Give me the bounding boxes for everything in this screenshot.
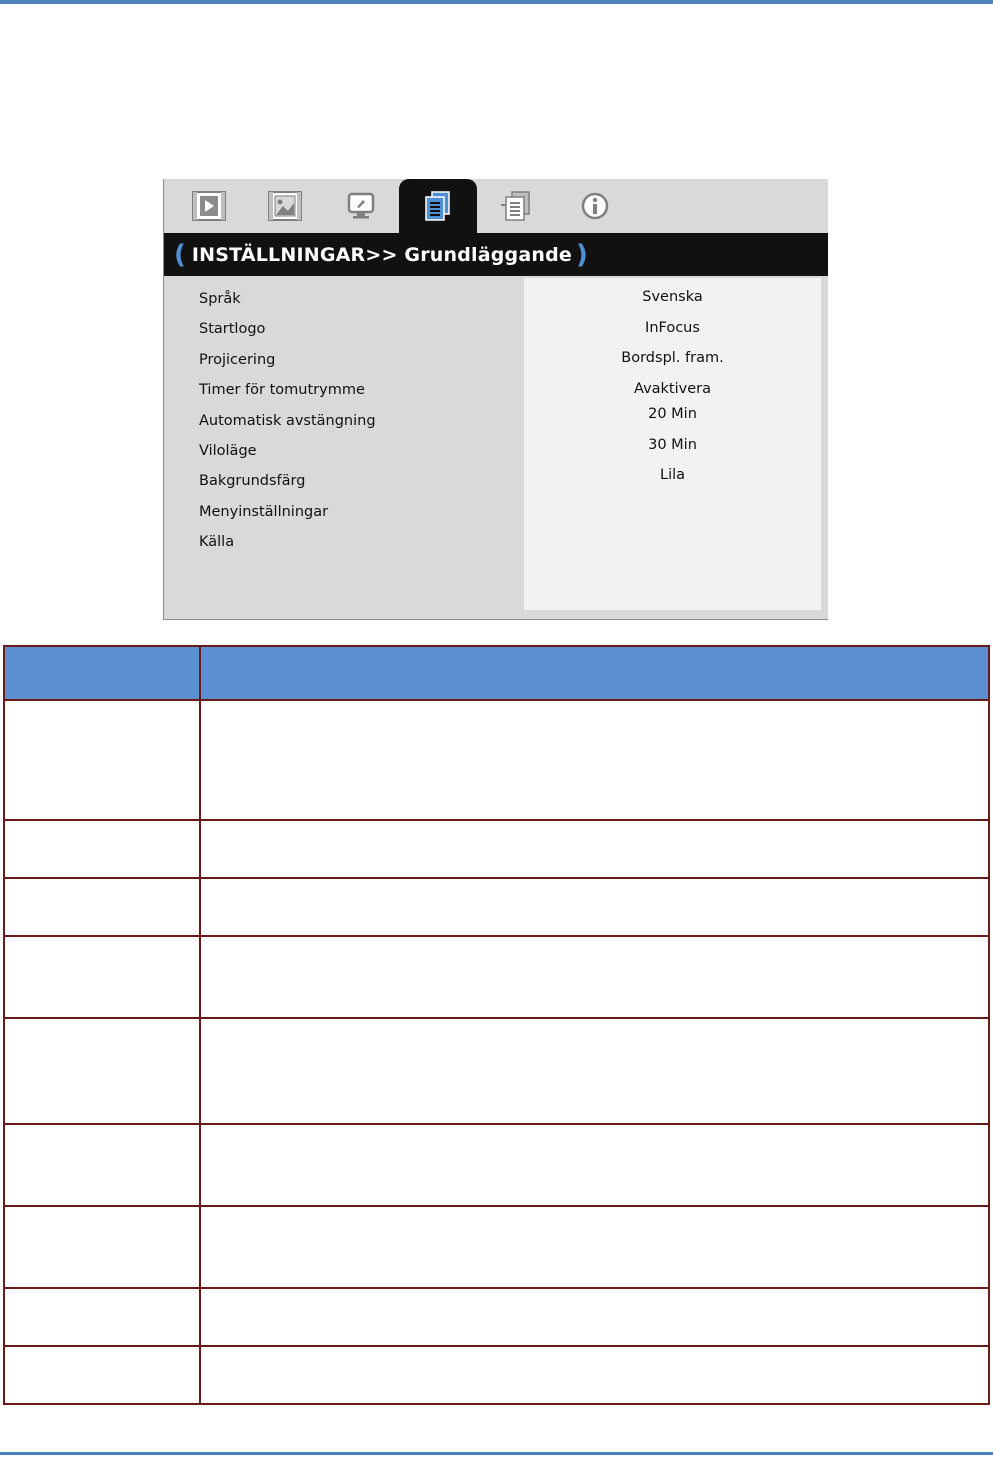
table-cell <box>200 700 989 820</box>
table-header-cell <box>200 646 989 700</box>
table-cell <box>200 1018 989 1124</box>
menu-item-kalla[interactable]: Källa <box>199 534 235 551</box>
table-row <box>4 1206 989 1288</box>
menu-item-projicering[interactable]: Projicering <box>199 351 276 368</box>
menu-item-startlogo[interactable]: Startlogo <box>199 321 266 338</box>
menu-item-vilolage[interactable]: Viloläge <box>199 442 257 459</box>
menu-item-list <box>199 284 519 558</box>
table-cell <box>4 1206 200 1288</box>
table-row <box>4 1124 989 1206</box>
table-cell <box>4 878 200 936</box>
table-cell <box>200 1346 989 1404</box>
value-vilolage[interactable]: 30 Min <box>648 437 697 453</box>
value-timer[interactable]: Avaktivera <box>634 381 711 397</box>
osd-tab-bar <box>164 179 828 233</box>
table-cell <box>4 1018 200 1124</box>
osd-menu <box>163 179 828 620</box>
info-icon <box>580 191 610 221</box>
table-row <box>4 936 989 1018</box>
display-icon <box>345 191 377 221</box>
table-row <box>4 1346 989 1404</box>
image-icon <box>268 191 302 221</box>
value-startlogo[interactable]: InFocus <box>645 320 700 336</box>
table-cell <box>4 936 200 1018</box>
tab-image[interactable] <box>246 179 324 233</box>
top-accent-rule <box>0 0 993 4</box>
table-row <box>4 1018 989 1124</box>
tab-video[interactable] <box>170 179 248 233</box>
settings-advanced-icon <box>500 190 534 222</box>
title-paren-right: ) <box>576 239 588 270</box>
menu-item-bakgrundsfarg[interactable]: Bakgrundsfärg <box>199 473 306 490</box>
table-cell <box>4 1288 200 1346</box>
description-table <box>3 645 990 1405</box>
table-cell <box>4 1124 200 1206</box>
bottom-accent-rule <box>0 1452 993 1455</box>
osd-title-bar <box>164 233 828 276</box>
tab-settings-basic[interactable] <box>399 179 477 233</box>
menu-item-menyinstallningar[interactable]: Menyinställningar <box>199 503 329 520</box>
table-cell <box>4 1346 200 1404</box>
table-header-row <box>4 646 989 700</box>
table-cell <box>200 936 989 1018</box>
table-cell <box>4 820 200 878</box>
menu-value-panel <box>524 278 821 610</box>
table-cell <box>4 700 200 820</box>
value-projicering[interactable]: Bordspl. fram. <box>621 350 724 366</box>
table-row <box>4 820 989 878</box>
table-cell <box>200 1124 989 1206</box>
menu-item-sprak[interactable]: Språk <box>199 291 241 307</box>
table-cell <box>200 1288 989 1346</box>
table-row <box>4 878 989 936</box>
menu-item-auto-off[interactable]: Automatisk avstängning <box>199 412 376 429</box>
title-paren-left: ( <box>174 239 186 270</box>
tab-display[interactable] <box>322 179 400 233</box>
menu-item-timer[interactable]: Timer för tomutrymme <box>199 382 365 399</box>
value-sprak[interactable]: Svenska <box>642 289 703 305</box>
tab-settings-advanced[interactable] <box>478 179 556 233</box>
table-row <box>4 1288 989 1346</box>
value-bakgrundsfarg[interactable]: Lila <box>659 467 686 483</box>
osd-title: INSTÄLLNINGAR>> Grundläggande <box>191 243 572 266</box>
value-auto-off[interactable]: 20 Min <box>648 406 697 422</box>
video-icon <box>192 191 226 221</box>
table-cell <box>200 1206 989 1288</box>
tab-info[interactable] <box>556 179 634 233</box>
table-cell <box>200 878 989 936</box>
table-row <box>4 700 989 820</box>
settings-basic-icon <box>423 190 453 222</box>
table-header-cell <box>4 646 200 700</box>
table-cell <box>200 820 989 878</box>
